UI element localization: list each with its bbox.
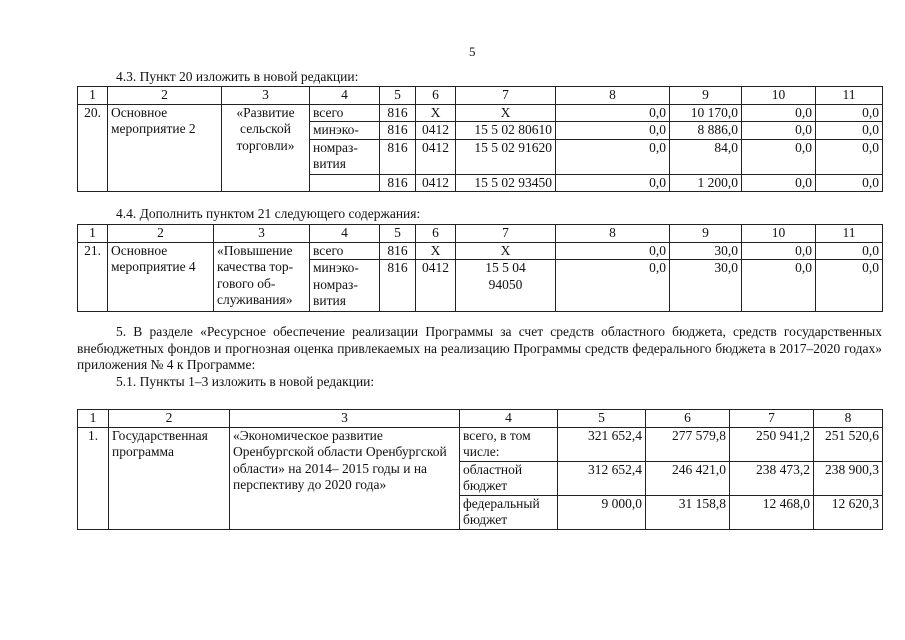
paragraph-5: 5. В разделе «Ресурсное обеспечение реализации Программы за счет средств областного бюджета, средств государственных внебюджетных фондов и прогнозная оценка привлекаемых на реализацию Программы средств федерального бюджета в 2017–2020 годах» приложения № 4 к Программе: [77, 324, 882, 372]
item-title: «Экономическое развитие Оренбургской области Оренбургской области» на 2014– 2015 годы и на перспективу до 2020 года» [230, 427, 460, 529]
header-cell: 10 [742, 87, 816, 105]
cell: 31 158,8 [646, 495, 730, 529]
cell: номраз- вития [310, 139, 380, 174]
cell: 246 421,0 [646, 461, 730, 495]
header-cell: 1 [78, 410, 109, 428]
cell: 277 579,8 [646, 427, 730, 461]
header-cell: 3 [214, 225, 310, 243]
table-row [78, 242, 883, 260]
cell: 15 5 02 93450 [456, 174, 556, 192]
cell: 30,0 [670, 260, 742, 312]
cell [310, 174, 380, 192]
cell: 12 468,0 [730, 495, 814, 529]
cell: федеральный бюджет [460, 495, 558, 529]
cell: 9 000,0 [558, 495, 646, 529]
cell: 0,0 [556, 174, 670, 192]
cell: всего, в том числе: [460, 427, 558, 461]
cell: 0,0 [742, 139, 816, 174]
section-5-1-heading: 5.1. Пункты 1–3 изложить в новой редакции: [116, 374, 375, 389]
cell: Х [416, 104, 456, 122]
cell: областной бюджет [460, 461, 558, 495]
row-number: 20. [78, 104, 108, 192]
header-cell: 1 [78, 87, 108, 105]
cell: 0,0 [816, 122, 883, 140]
cell: 15 5 04 94050 [456, 260, 556, 312]
header-cell: 5 [380, 225, 416, 243]
header-cell: 11 [816, 225, 883, 243]
cell: 0,0 [742, 174, 816, 192]
table-5-1 [77, 409, 883, 530]
header-cell: 7 [730, 410, 814, 428]
header-cell: 8 [556, 225, 670, 243]
item-type: Государственная программа [109, 427, 230, 529]
header-cell: 4 [310, 87, 380, 105]
cell: 0,0 [816, 139, 883, 174]
cell: 0,0 [556, 260, 670, 312]
cell: 816 [380, 260, 416, 312]
header-cell: 3 [230, 410, 460, 428]
table-4-4 [77, 224, 883, 312]
header-cell: 8 [814, 410, 883, 428]
item-type: Основное мероприятие 4 [108, 242, 214, 312]
cell: 251 520,6 [814, 427, 883, 461]
cell: 0412 [416, 139, 456, 174]
header-cell: 8 [556, 87, 670, 105]
cell: 0,0 [556, 122, 670, 140]
cell: 0,0 [742, 104, 816, 122]
header-cell: 1 [78, 225, 108, 243]
cell: Х [416, 242, 456, 260]
cell: 0,0 [556, 139, 670, 174]
cell: Х [456, 104, 556, 122]
table-row [78, 104, 883, 122]
row-number: 1. [78, 427, 109, 529]
cell: 312 652,4 [558, 461, 646, 495]
header-cell: 9 [670, 225, 742, 243]
cell: 816 [380, 122, 416, 140]
cell: 816 [380, 242, 416, 260]
cell: всего [310, 104, 380, 122]
cell: 1 200,0 [670, 174, 742, 192]
cell: минэко- номраз- вития [310, 260, 380, 312]
cell: 0,0 [742, 260, 816, 312]
cell: 0,0 [742, 122, 816, 140]
cell: 8 886,0 [670, 122, 742, 140]
header-cell: 11 [816, 87, 883, 105]
cell: 30,0 [670, 242, 742, 260]
section-4-3-heading: 4.3. Пункт 20 изложить в новой редакции: [116, 69, 359, 84]
cell: 0,0 [742, 242, 816, 260]
cell: 0,0 [816, 242, 883, 260]
cell: 12 620,3 [814, 495, 883, 529]
cell: 816 [380, 174, 416, 192]
cell: Х [456, 242, 556, 260]
cell: 816 [380, 104, 416, 122]
table-header-row [78, 225, 883, 243]
cell: 238 900,3 [814, 461, 883, 495]
header-cell: 2 [108, 225, 214, 243]
row-number: 21. [78, 242, 108, 312]
cell: 0,0 [556, 242, 670, 260]
header-cell: 5 [558, 410, 646, 428]
cell: 84,0 [670, 139, 742, 174]
header-cell: 6 [416, 225, 456, 243]
cell: 0412 [416, 260, 456, 312]
table-header-row [78, 410, 883, 428]
header-cell: 7 [456, 225, 556, 243]
cell: 15 5 02 80610 [456, 122, 556, 140]
cell: 238 473,2 [730, 461, 814, 495]
page-number: 5 [469, 44, 476, 59]
table-4-3 [77, 86, 883, 192]
table-header-row [78, 87, 883, 105]
header-cell: 6 [646, 410, 730, 428]
header-cell: 4 [310, 225, 380, 243]
header-cell: 7 [456, 87, 556, 105]
cell: 0412 [416, 122, 456, 140]
cell: 0,0 [816, 174, 883, 192]
table-row [78, 427, 883, 461]
cell: 0412 [416, 174, 456, 192]
cell: 15 5 02 91620 [456, 139, 556, 174]
item-title: «Развитие сельской торговли» [222, 104, 310, 192]
cell: всего [310, 242, 380, 260]
cell: 250 941,2 [730, 427, 814, 461]
cell: 0,0 [556, 104, 670, 122]
item-title: «Повышение качества тор- гового об- служивания» [214, 242, 310, 312]
cell: 816 [380, 139, 416, 174]
cell: минэко- [310, 122, 380, 140]
cell: 0,0 [816, 104, 883, 122]
header-cell: 9 [670, 87, 742, 105]
header-cell: 5 [380, 87, 416, 105]
header-cell: 6 [416, 87, 456, 105]
header-cell: 3 [222, 87, 310, 105]
header-cell: 10 [742, 225, 816, 243]
cell: 321 652,4 [558, 427, 646, 461]
cell: 10 170,0 [670, 104, 742, 122]
header-cell: 4 [460, 410, 558, 428]
item-type: Основное мероприятие 2 [108, 104, 222, 192]
cell: 0,0 [816, 260, 883, 312]
header-cell: 2 [108, 87, 222, 105]
header-cell: 2 [109, 410, 230, 428]
section-4-4-heading: 4.4. Дополнить пунктом 21 следующего содержания: [116, 206, 421, 221]
